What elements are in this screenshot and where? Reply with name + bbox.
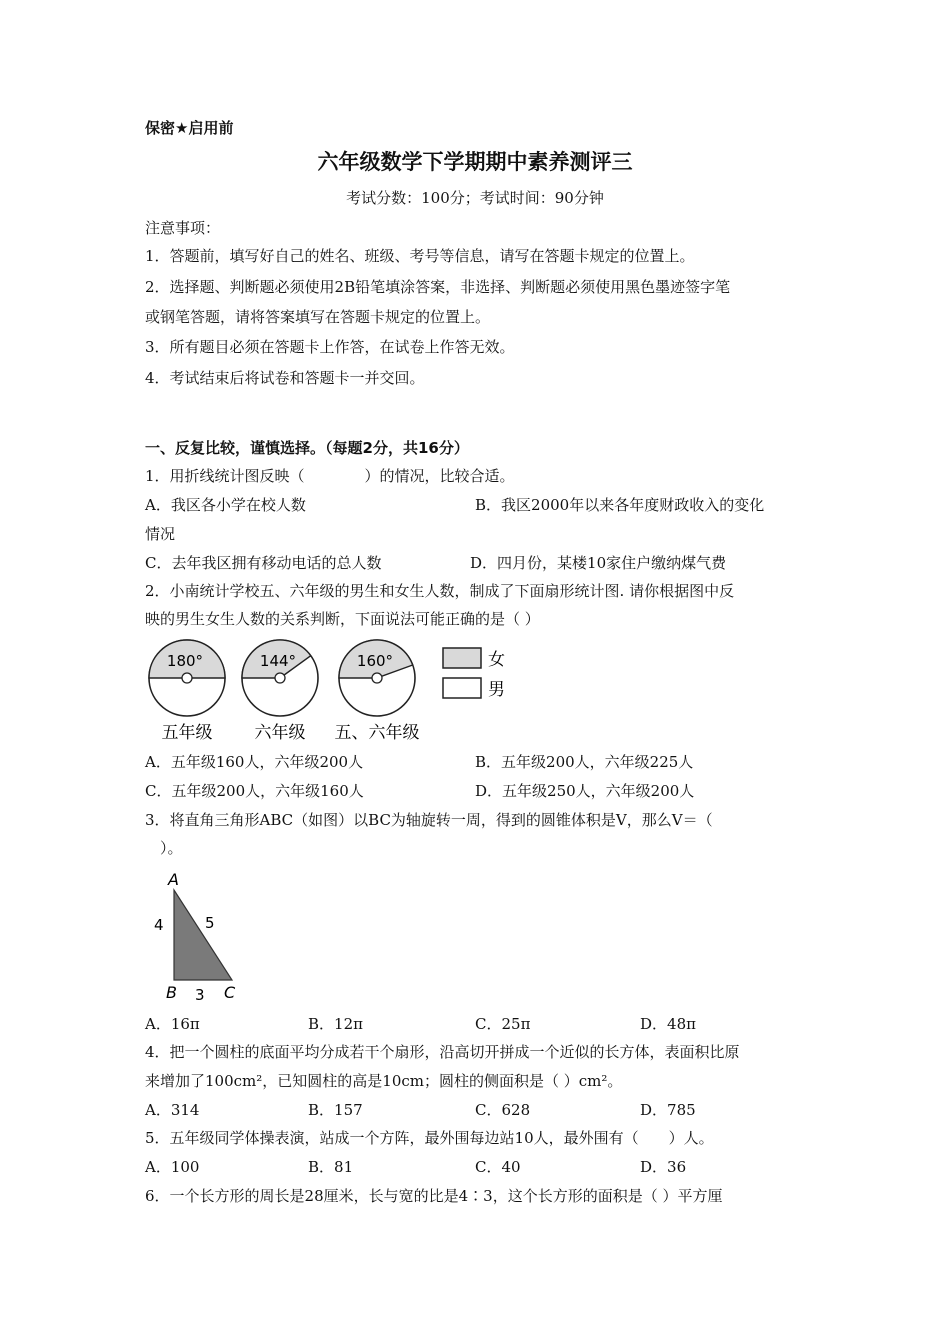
- q3-option-a: A．16π: [145, 1015, 200, 1033]
- question-5-stem: 5．五年级同学体操表演，站成一个方阵，最外围每边站10人，最外围有（ ）人。: [145, 1129, 714, 1147]
- notice-item: 1．答题前，填写好自己的姓名、班级、考号等信息，请写在答题卡规定的位置上。: [145, 247, 695, 265]
- q4-option-b: B．157: [308, 1101, 363, 1119]
- confidential-label: 保密★启用前: [145, 119, 234, 137]
- question-2-stem: 映的男生女生人数的关系判断，下面说法可能正确的是（ ）: [145, 610, 540, 628]
- pie-center-mark: [275, 673, 285, 683]
- q5-option-b: B．81: [308, 1158, 354, 1176]
- q5-option-d: D．36: [640, 1158, 687, 1176]
- q5-option-a: A．100: [145, 1158, 200, 1176]
- q2-option-a: A．五年级160人，六年级200人: [145, 753, 364, 771]
- q3-option-d: D．48π: [640, 1015, 696, 1033]
- pie-chart: [242, 640, 318, 743]
- legend-female-label: 女: [488, 650, 505, 670]
- pie-chart: [149, 640, 225, 743]
- vertex-a-label: A: [168, 870, 179, 889]
- right-triangle-abc: [174, 890, 232, 980]
- legend-female-swatch: [443, 648, 481, 668]
- pie-caption: 五、六年级: [334, 723, 420, 743]
- notice-item: 2．选择题、判断题必须使用2B铅笔填涂答案，非选择、判断题必须使用黑色墨迹签字笔: [145, 278, 731, 296]
- pie-center-mark: [182, 673, 192, 683]
- notice-item: 3．所有题目必须在答题卡上作答，在试卷上作答无效。: [145, 338, 515, 356]
- side-ac-label: 5: [205, 914, 215, 932]
- question-2-stem: 2．小南统计学校五、六年级的男生和女生人数，制成了下面扇形统计图. 请你根据图中反: [145, 582, 735, 600]
- q1-option-b: B．我区2000年以来各年度财政收入的变化: [475, 496, 765, 514]
- vertex-c-label: C: [224, 983, 236, 1002]
- q2-option-d: D．五年级250人，六年级200人: [475, 782, 695, 800]
- page-title: 六年级数学下学期期中素养测评三: [317, 150, 633, 174]
- pie-caption: 五年级: [161, 723, 213, 743]
- side-bc-label: 3: [195, 986, 205, 1004]
- side-ab-label: 4: [154, 916, 164, 934]
- legend-male-swatch: [443, 678, 481, 698]
- question-6-stem: 6．一个长方形的周长是28厘米，长与宽的比是4∶3，这个长方形的面积是（ ）平方厘: [145, 1187, 723, 1205]
- pie-center-mark: [372, 673, 382, 683]
- q1-option-b-cont: 情况: [145, 525, 176, 543]
- q2-option-c: C．五年级200人，六年级160人: [145, 782, 364, 800]
- q1-option-a: A．我区各小学在校人数: [145, 496, 306, 514]
- pie-angle-label: 180°: [166, 652, 204, 670]
- q5-option-c: C．40: [475, 1158, 521, 1176]
- vertex-b-label: B: [166, 983, 177, 1002]
- question-3-stem: 3．将直角三角形ABC（如图）以BC为轴旋转一周，得到的圆锥体积是V，那么V＝（: [145, 811, 713, 829]
- pie-chart: [335, 640, 420, 743]
- exam-info: 考试分数：100分；考试时间：90分钟: [346, 189, 604, 207]
- q4-option-c: C．628: [475, 1101, 531, 1119]
- question-3-stem: ）。: [160, 839, 183, 857]
- q2-option-b: B．五年级200人，六年级225人: [475, 753, 694, 771]
- q3-option-c: C．25π: [475, 1015, 531, 1033]
- notice-item: 或钢笔答题，请将答案填写在答题卡规定的位置上。: [145, 308, 491, 326]
- q3-option-b: B．12π: [308, 1015, 363, 1033]
- question-1-stem: 1．用折线统计图反映（ ）的情况，比较合适。: [145, 467, 515, 485]
- notice-heading: 注意事项：: [145, 219, 221, 237]
- notice-item: 4．考试结束后将试卷和答题卡一并交回。: [145, 369, 425, 387]
- pie-angle-label: 160°: [356, 652, 394, 670]
- triangle-figure: [148, 868, 248, 1004]
- q4-option-d: D．785: [640, 1101, 696, 1119]
- pie-charts-figure: [140, 636, 520, 746]
- section-heading: 一、反复比较，谨慎选择。（每题2分，共16分）: [145, 439, 469, 457]
- question-4-stem: 4．把一个圆柱的底面平均分成若干个扇形，沿高切开拼成一个近似的长方体，表面积比原: [145, 1043, 740, 1061]
- question-4-stem: 来增加了100cm²，已知圆柱的高是10cm；圆柱的侧面积是（ ）cm²。: [145, 1072, 623, 1090]
- q1-option-d: D．四月份，某楼10家住户缴纳煤气费: [470, 554, 727, 572]
- q4-option-a: A．314: [145, 1101, 200, 1119]
- pie-caption: 六年级: [254, 723, 306, 743]
- legend-male-label: 男: [488, 680, 505, 700]
- q1-option-c: C．去年我区拥有移动电话的总人数: [145, 554, 382, 572]
- pie-angle-label: 144°: [259, 652, 297, 670]
